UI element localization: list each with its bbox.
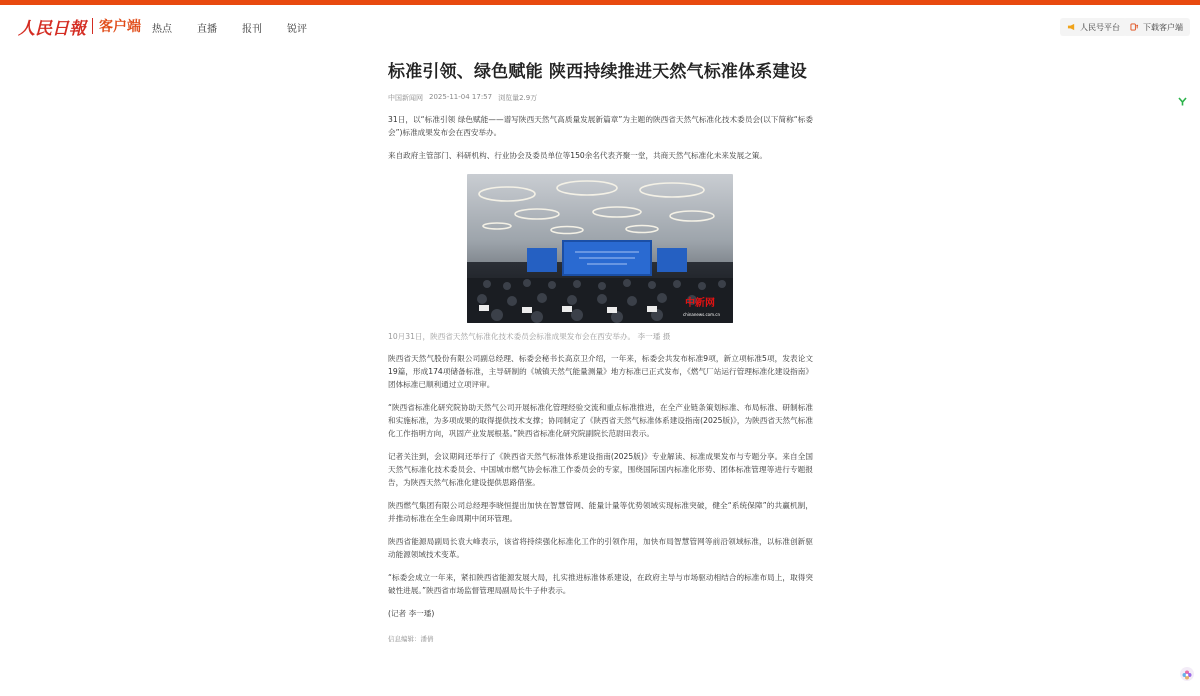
article-meta (388, 93, 813, 103)
article-title: 标准引领、绿色赋能 陕西持续推进天然气标准体系建设 (388, 62, 807, 82)
y-logo-icon (1178, 97, 1187, 106)
main-nav (152, 20, 332, 35)
nav-item-live[interactable]: 直播 (197, 24, 217, 35)
phone-download-icon (1130, 23, 1139, 31)
article-paragraph: “标委会成立一年来，紧扣陕西省能源发展大局，扎实推进标准体系建设，在政府主导与市场驱动相结合的标准布局上，取得突破性进展。”陕西省市场监督管理局副局长牛子仲表示。 (388, 573, 813, 595)
megaphone-icon (1067, 23, 1076, 31)
nav-item-newspaper[interactable]: 报刊 (242, 24, 262, 35)
article-datetime: 2025-11-04 17:57 (429, 93, 493, 101)
site-logo[interactable] (18, 15, 141, 37)
flower-icon (1180, 668, 1194, 682)
site-header (0, 5, 1200, 45)
image-watermark-url: chinanews.com.cn (683, 312, 721, 317)
article-paragraph: 31日，以“标准引领 绿色赋能——谱写陕西天然气高质量发展新篇章”为主题的陕西省天然气标准化技术委员会(以下简称“标委会”)标准成果发布会在西安举办。 (388, 115, 813, 137)
article-paragraph: 来自政府主管部门、科研机构、行业协会及委员单位等150余名代表齐聚一堂，共商天然气标准化未来发展之策。 (388, 151, 767, 160)
article-editor: 信息编辑：潘倩 (388, 635, 434, 643)
floating-assistant-button[interactable] (1180, 667, 1194, 681)
article-reporter: (记者 李一璠) (388, 609, 435, 618)
article-source[interactable]: 中国新闻网 (388, 94, 423, 102)
article-paragraph: 陕西燃气集团有限公司总经理李晓恒提出加快在智慧管网、能量计量等优势领域实现标准突破，健全“系统保障”的共赢机制，并推动标准在全生命周期中闭环管理。 (388, 501, 813, 523)
logo-subtitle: 客户端 (99, 19, 141, 35)
logo-mark: 人民日報 (18, 18, 86, 39)
nav-item-commentary[interactable]: 锐评 (287, 24, 307, 35)
image-caption: 10月31日，陕西省天然气标准化技术委员会标准成果发布会在西安举办。 李一璠 摄 (388, 332, 671, 341)
floating-y-button[interactable] (1176, 95, 1188, 107)
people-platform-label: 人民号平台 (1080, 22, 1120, 32)
people-platform-button[interactable] (1060, 18, 1127, 36)
download-app-label: 下载客户端 (1143, 22, 1183, 32)
image-watermark: 中新网 (685, 298, 715, 309)
download-app-button[interactable] (1123, 18, 1190, 36)
article-paragraph: “陕西省标准化研究院协助天然气公司开展标准化管理经验交流和重点标准推进，在全产业链条策划标准、布局标准、研制标准和实施标准，为多项成果的取得提供技术支撑；协同制定了《陕西省天然气标准体系建设指南(2025版)》，为陕西省天然气标准化工作指明方向，巩固产业发展根基。”陕西省标准化研究院副院长范尉田表示。 (388, 403, 813, 438)
article-paragraph: 陕西省天然气股份有限公司副总经理、标委会秘书长高京卫介绍，一年来，标委会共发布标准9项，新立项标准5项，发表论文19篇，形成174项储备标准，主导研制的《城镇天然气能量测量》地方标准已正式发布，《燃气厂站运行管理标准化建设指南》团体标准已顺利通过立项评审。 (388, 354, 813, 389)
nav-item-hot[interactable]: 热点 (152, 24, 172, 35)
article-image[interactable] (467, 174, 733, 323)
article-views: 浏览量2.9万 (498, 94, 538, 102)
logo-divider (92, 18, 93, 34)
article (388, 60, 813, 643)
article-paragraph: 陕西省能源局副局长袁大峰表示，该省将持续强化标准化工作的引领作用，加快布局智慧管网等前沿领域标准，以标准创新驱动能源领域技术变革。 (388, 537, 813, 559)
article-paragraph: 记者关注到，会议期间还举行了《陕西省天然气标准体系建设指南(2025版)》专业解读、标准成果发布与专题分享。来自全国天然气标准化技术委员会、中国城市燃气协会标准工作委员会的专家，围绕国际国内标准化形势、团体标准管理等进行专题报告，为陕西天然气标准化建设提供思路借鉴。 (388, 452, 813, 487)
